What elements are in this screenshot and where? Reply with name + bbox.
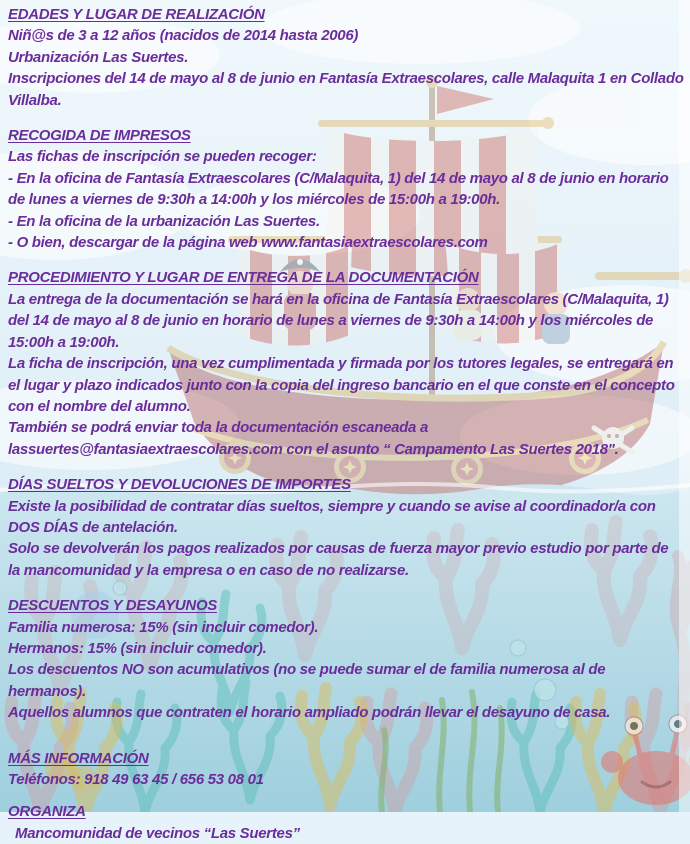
section-dias-sueltos: [8, 474, 684, 581]
paragraph: Urbanización Las Suertes.: [8, 48, 189, 66]
section-organiza: [8, 801, 684, 844]
phone-numbers: Teléfonos: 918 49 63 45 / 656 53 08 01: [8, 771, 264, 788]
paragraph: Los descuentos NO son acumulativos (no se puede sumar el de familia numerosa al de hermanos).: [8, 661, 606, 700]
section-heading: ORGANIZA: [8, 803, 86, 821]
section-mas-informacion: [8, 748, 684, 791]
paragraph: - O bien, descargar de la página web www.fantasiaextraescolares.com: [8, 234, 488, 252]
section-heading: EDADES Y LUGAR DE REALIZACIÓN: [8, 6, 265, 23]
paragraph: La entrega de la documentación se hará en la oficina de Fantasía Extraescolares (C/Malaquita, 1) del 14 de mayo al 8 de junio en horario de lunes a viernes de 9:30h a 14:00h y los miércoles de 15:00h a 19:00h.: [8, 290, 669, 351]
paragraph: - En la oficina de la urbanización Las Suertes.: [8, 212, 320, 230]
section-heading: DESCUENTOS Y DESAYUNOS: [8, 597, 218, 615]
section-edades: [8, 4, 684, 111]
paragraph: Solo se devolverán los pagos realizados por causas de fuerza mayor previo estudio por parte de la mancomunidad y la empresa o en caso de no realizarse.: [8, 540, 669, 579]
paragraph: - En la oficina de Fantasía Extraescolares (C/Malaquita, 1) del 14 de mayo al 8 de junio en horario de lunes a viernes de 9:30h a 14:00h y los miércoles de 15:00h a 19:00h.: [8, 169, 669, 209]
section-heading: DÍAS SUELTOS Y DEVOLUCIONES DE IMPORTES: [8, 476, 351, 494]
paragraph: Inscripciones del 14 de mayo al 8 de junio en Fantasía Extraescolares, calle Malaquita 1 en Collado Villalba.: [8, 70, 684, 109]
paragraph: La ficha de inscripción, una vez cumplimentada y firmada por los tutores legales, se entregará en el lugar y plazo indicados junto con la copia del ingreso bancario en el que conste en el concepto con el nombre del alumno.: [8, 355, 675, 415]
organizer-name: Mancomunidad de vecinos “Las Suertes”: [15, 824, 300, 842]
section-procedimiento: [8, 267, 684, 460]
paragraph: También se podrá enviar toda la documentación escaneada a lassuertes@fantasiaextraescolares.com con el asunto “ Campamento Las Suertes 2018".: [8, 419, 619, 458]
section-heading: PROCEDIMIENTO Y LUGAR DE ENTREGA DE LA DOCUMENTACIÓN: [8, 269, 479, 287]
paragraph: Hermanos: 15% (sin incluir comedor).: [8, 639, 267, 657]
paragraph: Aquellos alumnos que contraten el horario ampliado podrán llevar el desayuno de casa.: [8, 704, 611, 722]
paragraph: Familia numerosa: 15% (sin incluir comedor).: [8, 618, 319, 636]
paragraph: Niñ@s de 3 a 12 años (nacidos de 2014 hasta 2006): [8, 27, 359, 45]
section-heading: MÁS INFORMACIÓN: [8, 749, 149, 767]
section-heading: RECOGIDA DE IMPRESOS: [8, 127, 191, 145]
paragraph: Existe la posibilidad de contratar días sueltos, siempre y cuando se avise al coordinador/a con DOS DÍAS de antelación.: [8, 497, 656, 536]
section-recogida: [8, 125, 684, 253]
paragraph: Las fichas de inscripción se pueden recoger:: [8, 148, 317, 166]
section-descuentos: [8, 595, 684, 723]
